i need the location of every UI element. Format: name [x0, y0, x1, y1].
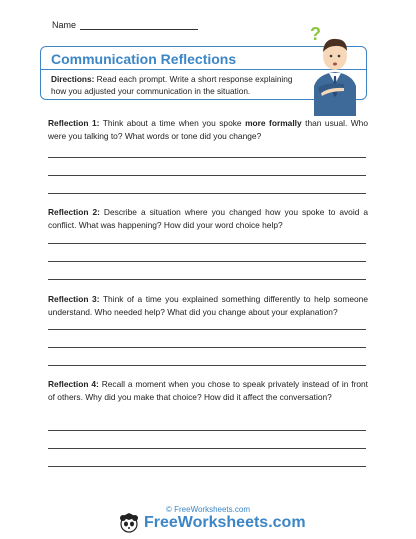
reflection-4-answer-line-3[interactable]: [48, 466, 366, 467]
panda-mascot-icon: [118, 513, 140, 533]
reflection-2-prompt: [48, 206, 368, 231]
reflection-4-answer-line-1[interactable]: [48, 430, 366, 431]
reflection-2-answer-line-3[interactable]: [48, 279, 366, 280]
directions: [51, 73, 303, 97]
name-field: [52, 20, 198, 30]
brand-name: FreeWorksheets.com: [144, 514, 306, 531]
reflection-1-answer-line-2[interactable]: [48, 175, 366, 176]
reflection-1-label: Reflection 1:: [48, 118, 100, 128]
reflection-1-answer-line-3[interactable]: [48, 193, 366, 194]
reflection-3-answer-line-3[interactable]: [48, 365, 366, 366]
reflection-4-text: Recall a moment when you chose to speak privately instead of in front of others. Why did you make that choice? How did it affect the conversation?: [48, 379, 369, 402]
reflection-2-answer-line-1[interactable]: [48, 243, 366, 244]
question-mark-icon: ?: [310, 24, 321, 44]
reflection-1-answer-line-1[interactable]: [48, 157, 366, 158]
worksheet-title: Communication Reflections: [51, 51, 237, 67]
directions-label: Directions:: [51, 74, 95, 84]
reflection-1-text-b: than usual. Who were you talking to? What words or tone did you change?: [48, 118, 369, 141]
footer-copyright-link[interactable]: © FreeWorksheets.com: [166, 505, 250, 514]
name-line[interactable]: [80, 20, 198, 30]
reflection-4-prompt: [48, 378, 368, 403]
footer-logo[interactable]: [118, 513, 306, 533]
directions-text: Read each prompt. Write a short response explaining how you adjusted your communication in the situation.: [51, 74, 293, 96]
thinking-man-illustration: [300, 24, 370, 116]
reflection-2-answer-line-2[interactable]: [48, 261, 366, 262]
reflection-1-text-a: Think about a time when you spoke: [102, 118, 246, 128]
reflection-3-answer-line-1[interactable]: [48, 329, 366, 330]
reflection-4-label: Reflection 4:: [48, 379, 99, 389]
reflection-3-label: Reflection 3:: [48, 294, 100, 304]
reflection-4-answer-line-2[interactable]: [48, 448, 366, 449]
reflection-2-label: Reflection 2:: [48, 207, 100, 217]
reflection-3-text: Think of a time you explained something differently to help someone understand. Who needed help? What did you change about your explanation?: [48, 294, 368, 317]
reflection-3-prompt: [48, 293, 368, 318]
reflection-3-answer-line-2[interactable]: [48, 347, 366, 348]
name-label: Name: [52, 20, 77, 30]
reflection-2-text: Describe a situation where you changed how you spoke to avoid a conflict. What was happening? How did your word choice help?: [48, 207, 368, 230]
reflection-1-emphasis: more formally: [245, 118, 302, 128]
reflection-1-prompt: [48, 117, 368, 142]
